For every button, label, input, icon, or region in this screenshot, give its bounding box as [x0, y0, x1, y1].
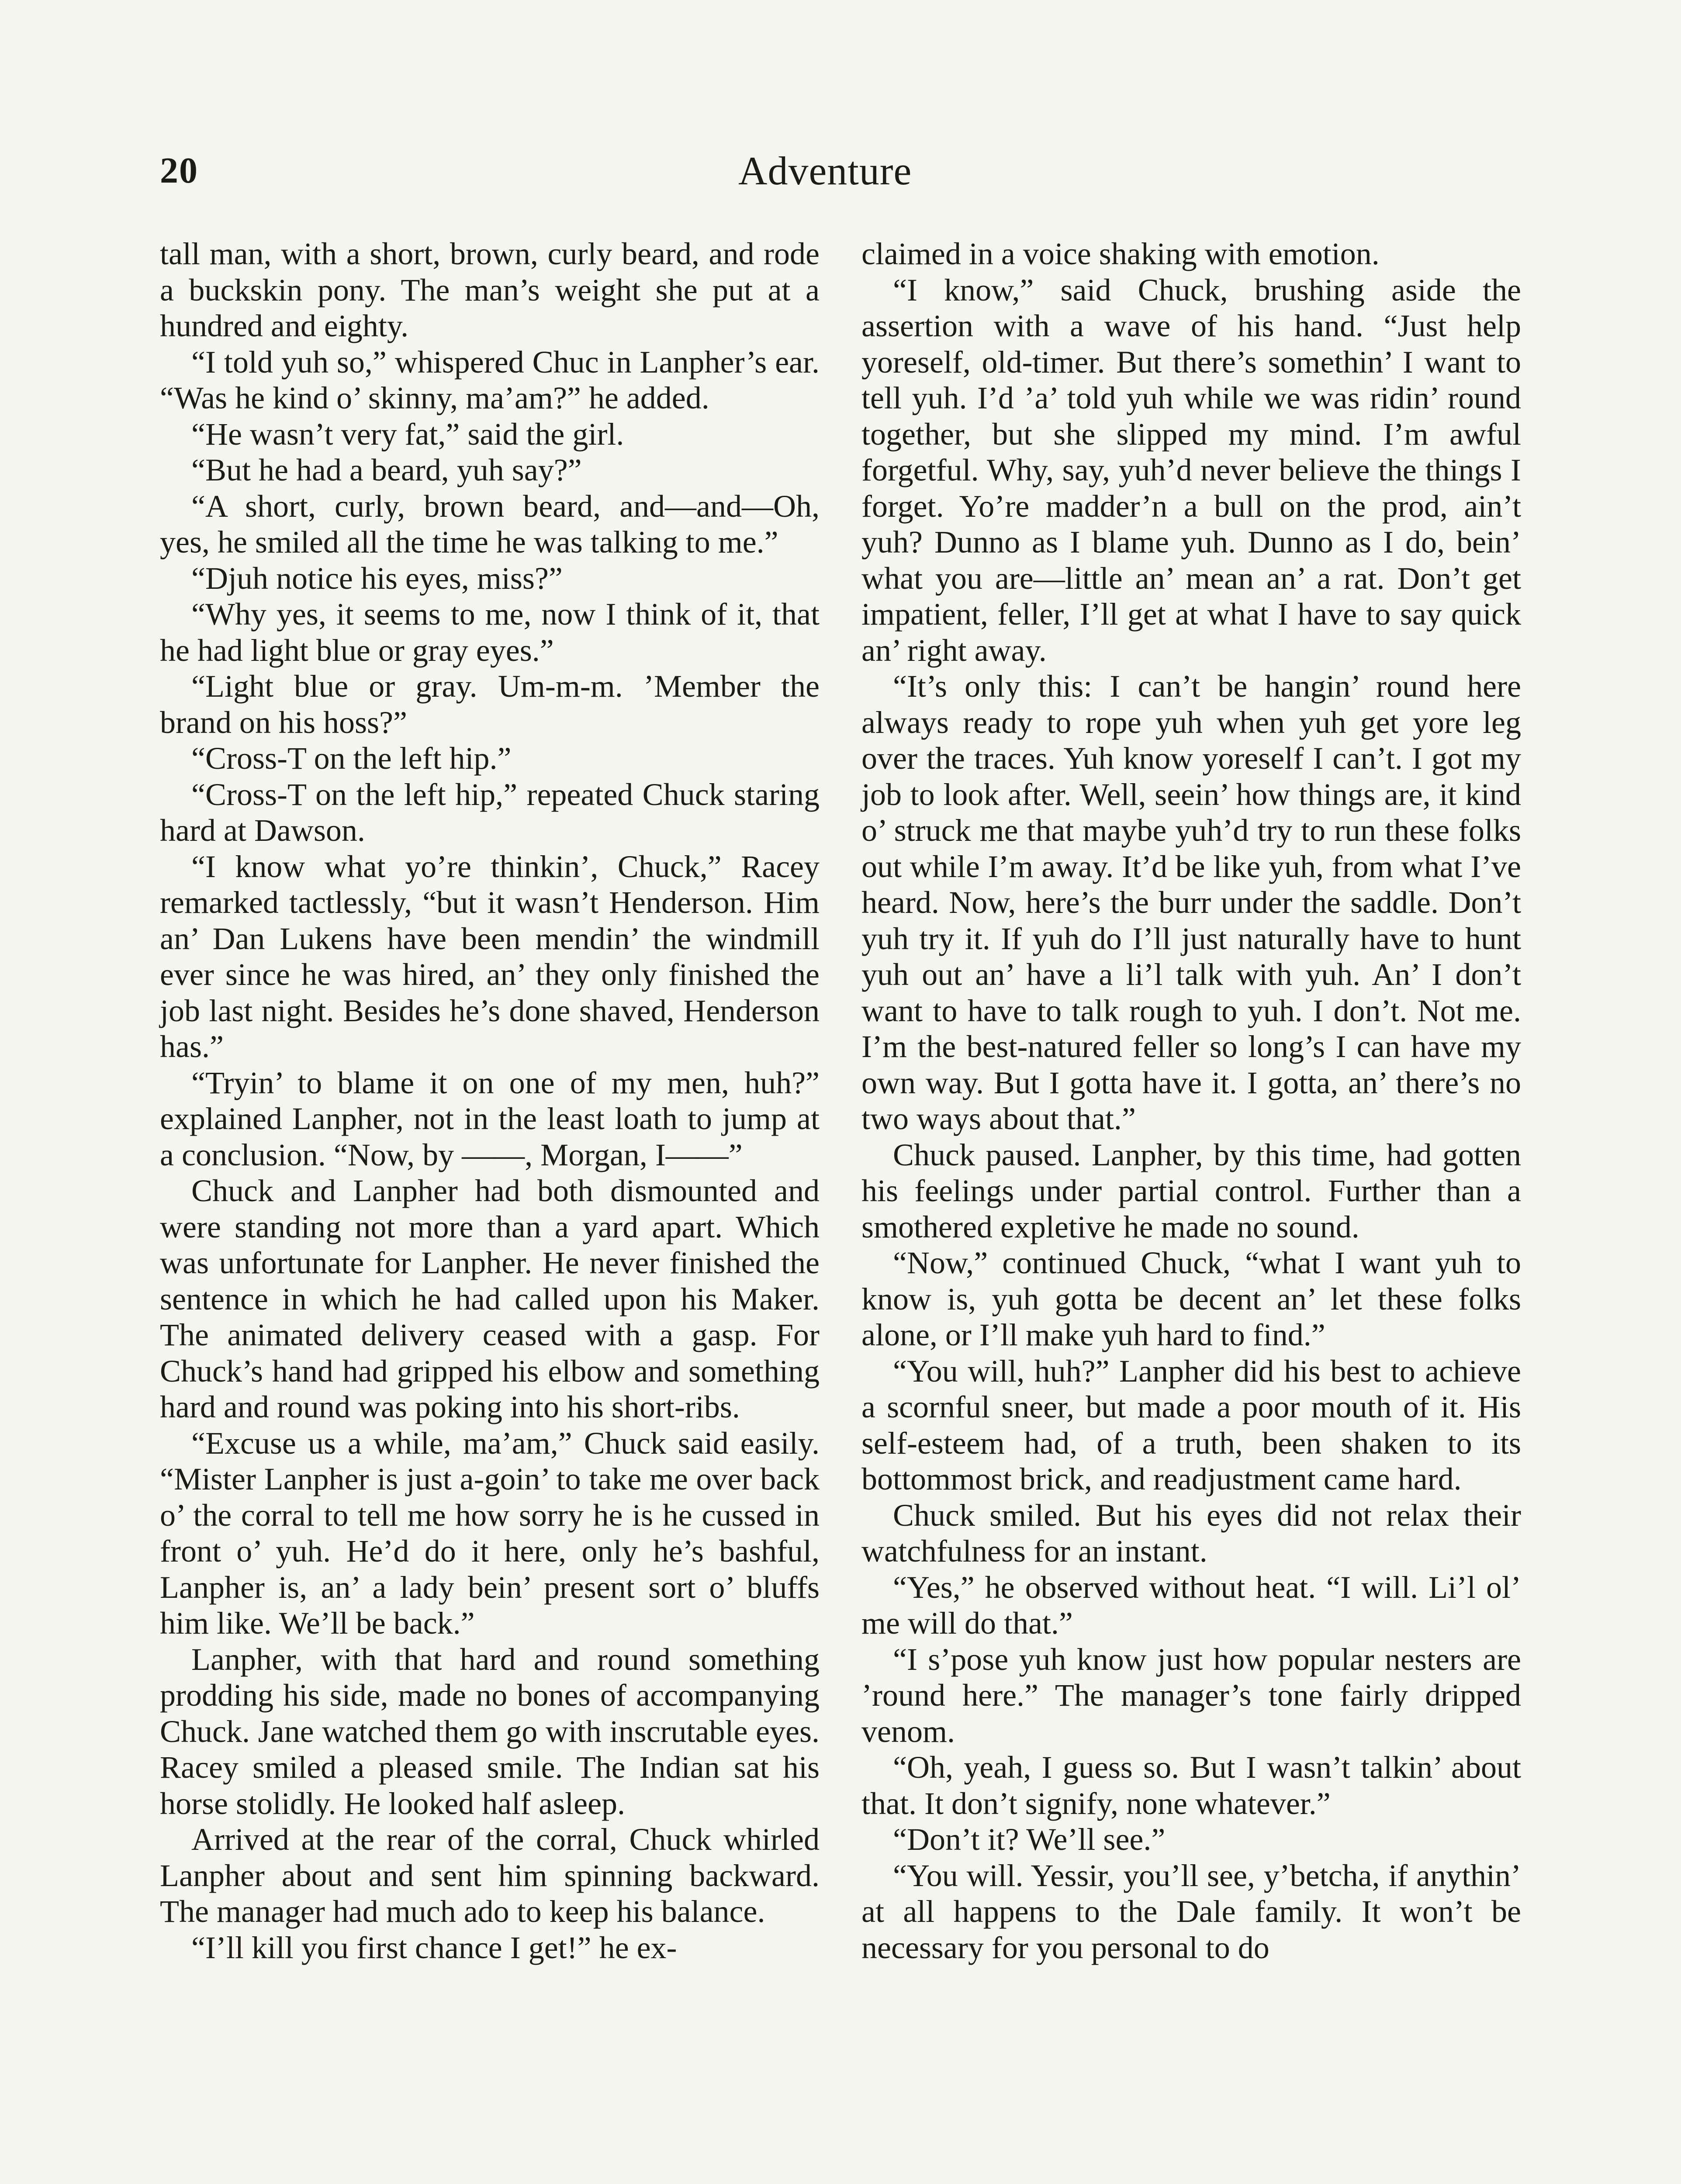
- paragraph: “He wasn’t very fat,” said the girl.: [191, 416, 624, 452]
- paragraph: “Yes,” he observed without heat. “I will. Li’l ol’ me will do that.”: [861, 1569, 1521, 1641]
- paragraph: “But he had a beard, yuh say?”: [191, 453, 582, 487]
- paragraph: “Tryin’ to blame it on one of my men, huh?” explained Lanpher, not in the least loath to jump at a conclusion. “Now, by ——, Morgan, I——”: [160, 1065, 820, 1172]
- paragraph: “You will. Yessir, you’ll see, y’betcha, if anythin’ at all happens to the Dale family. It won’t be necessary for you personal to do: [861, 1858, 1521, 1965]
- paragraph: “I know,” said Chuck, brushing aside the assertion with a wave of his hand. “Just help yoreself, old-timer. But there’s somethin’ I want to tell yuh. I’d ’a’ told yuh while we was ridin’ round together, but she slipped my mind. I’m awful forgetful. Why, say, yuh’d never believe the things I forget. Yo’re madder’n a bull on the prod, ain’t yuh? Dunno as I blame yuh. Dunno as I do, bein’ what you are—little an’ mean an’ a rat. Don’t get impatient, feller, I’ll get at what I have to say quick an’ right away.: [861, 272, 1521, 668]
- paragraph: “Oh, yeah, I guess so. But I wasn’t talkin’ about that. It don’t signify, none whatever.”: [861, 1750, 1521, 1821]
- paragraph: Chuck and Lanpher had both dismounted and were standing not more than a yard apart. Which was unfortunate for Lanpher. He never finished the sentence in which he had called upon his Maker. The animated delivery ceased with a gasp. For Chuck’s hand had gripped his elbow and something hard and round was poking into his short-ribs.: [160, 1173, 820, 1424]
- right-column: [861, 236, 1521, 1966]
- paragraph: “I know what yo’re thinkin’, Chuck,” Racey remarked tactlessly, “but it wasn’t Henderson. Him an’ Dan Lukens have been mendin’ the windmill ever since he was hired, an’ they only finished the job last night. Besides he’s done shaved, Henderson has.”: [160, 849, 820, 1064]
- paragraph: “Now,” continued Chuck, “what I want yuh to know is, yuh gotta be decent an’ let these folks alone, or I’ll make yuh hard to find.”: [861, 1245, 1521, 1352]
- paragraph: Arrived at the rear of the corral, Chuck whirled Lanpher about and sent him spinning backward. The manager had much ado to keep his balance.: [160, 1822, 820, 1929]
- paragraph: “Cross-T on the left hip,” repeated Chuck staring hard at Dawson.: [160, 777, 820, 848]
- paragraph: Lanpher, with that hard and round something prodding his side, made no bones of accompanying Chuck. Jane watched them go with inscrutable eyes. Racey smiled a pleased smile. The Indian sat his horse stolidly. He looked half asleep.: [160, 1641, 820, 1821]
- paragraph: claimed in a voice shaking with emotion.: [861, 236, 1380, 271]
- magazine-title: Adventure: [738, 149, 912, 193]
- page-number: 20: [160, 150, 198, 191]
- paragraph: “Djuh notice his eyes, miss?”: [191, 560, 563, 596]
- paragraph: “I’ll kill you first chance I get!” he ex-: [191, 1930, 677, 1965]
- paragraph: “It’s only this: I can’t be hangin’ round here always ready to rope yuh when yuh get yore leg over the traces. Yuh know yoreself I can’t. I got my job to look after. Well, seein’ how things are, it kind o’ struck me that maybe yuh’d try to run these folks out while I’m away. It’d be like yuh, from what I’ve heard. Now, here’s the burr under the saddle. Don’t yuh try it. If yuh do I’ll just naturally have to hunt yuh out an’ have a li’l talk with yuh. An’ I don’t want to have to talk rough to yuh. I don’t. Not me. I’m the best-natured feller so long’s I can have my own way. But I gotta have it. I gotta, an’ there’s no two ways about that.”: [861, 669, 1521, 1136]
- paragraph: “You will, huh?” Lanpher did his best to achieve a scornful sneer, but made a poor mouth of it. His self-esteem had, of a truth, been shaken to its bottommost brick, and readjustment came hard.: [861, 1353, 1521, 1496]
- paragraph: “I s’pose yuh know just how popular nesters are ’round here.” The manager’s tone fairly dripped venom.: [861, 1641, 1521, 1749]
- paragraph: “Don’t it? We’ll see.”: [893, 1822, 1166, 1857]
- left-column: [160, 236, 820, 1966]
- paragraph: “Why yes, it seems to me, now I think of it, that he had light blue or gray eyes.”: [160, 597, 820, 668]
- paragraph: “Excuse us a while, ma’am,” Chuck said easily. “Mister Lanpher is just a-goin’ to take me over back o’ the corral to tell me how sorry he is he cussed in front o’ yuh. He’d do it here, only he’s bashful, Lanpher is, an’ a lady bein’ present sort o’ bluffs him like. We’ll be back.”: [160, 1425, 820, 1641]
- paragraph: “I told yuh so,” whispered Chuc in Lanpher’s ear. “Was he kind o’ skinny, ma’am?” he added.: [160, 344, 820, 415]
- paragraph: “Light blue or gray. Um-m-m. ’Member the brand on his hoss?”: [160, 669, 820, 740]
- paragraph: tall man, with a short, brown, curly beard, and rode a buckskin pony. The man’s weight she put at a hundred and eighty.: [160, 236, 820, 343]
- paragraph: Chuck smiled. But his eyes did not relax their watchfulness for an instant.: [861, 1497, 1521, 1569]
- paragraph: “Cross-T on the left hip.”: [191, 741, 512, 776]
- paragraph: Chuck paused. Lanpher, by this time, had gotten his feelings under partial control. Further than a smothered expletive he made no sound.: [861, 1137, 1521, 1244]
- paragraph: “A short, curly, brown beard, and—and—Oh, yes, he smiled all the time he was talking to me.”: [160, 488, 820, 560]
